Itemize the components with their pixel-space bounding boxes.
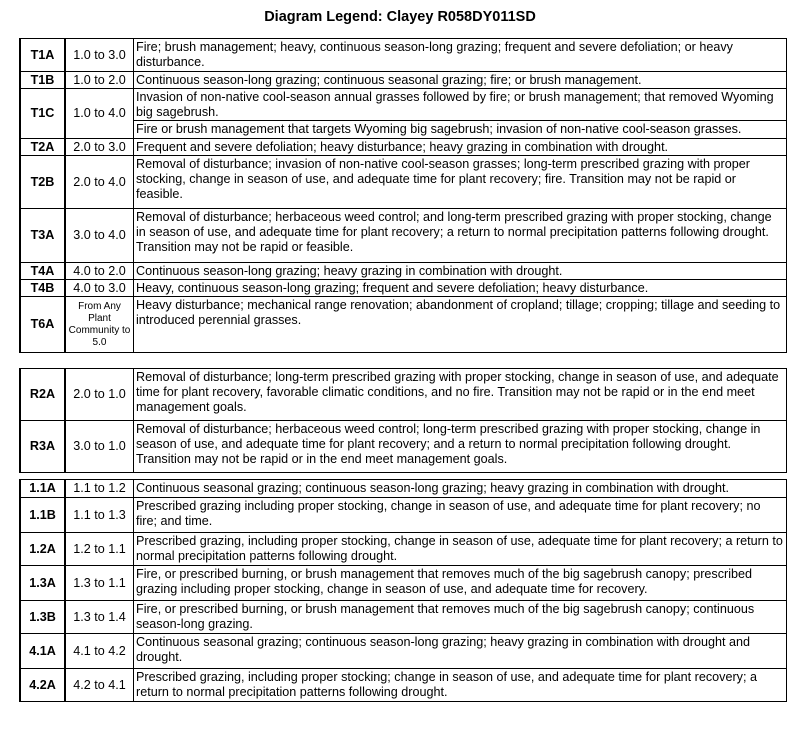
transition-range: 2.0 to 4.0 xyxy=(65,156,134,209)
transition-code: T1A xyxy=(20,39,65,72)
transition-range: 2.0 to 1.0 xyxy=(65,369,134,421)
transitions-table xyxy=(19,38,787,353)
transition-description: Removal of disturbance; invasion of non-native cool-season grasses; long-term prescribed grazing with proper stocking, change in season of use, and adequate time for plant recovery; fire. Transition may not be rapid or feasible. xyxy=(134,156,787,209)
legend-row xyxy=(20,566,787,601)
legend-row xyxy=(20,498,787,533)
transition-code: T2A xyxy=(20,139,65,156)
legend-row xyxy=(20,263,787,280)
transition-description: Fire, or prescribed burning, or brush management that removes much of the big sagebrush canopy; continuous season-long grazing. xyxy=(134,601,787,634)
legend-row xyxy=(20,72,787,89)
transition-description: Heavy, continuous season-long grazing; frequent and severe defoliation; heavy disturbance. xyxy=(134,280,787,297)
legend-row xyxy=(20,139,787,156)
transition-range: 1.3 to 1.1 xyxy=(65,566,134,601)
transition-code: R2A xyxy=(20,369,65,421)
transition-code: 1.1B xyxy=(20,498,65,533)
transition-description: Invasion of non-native cool-season annual grasses followed by fire; or brush management; that removed Wyoming big sagebrush. xyxy=(134,89,787,121)
legend-row xyxy=(20,209,787,263)
transition-range: 3.0 to 1.0 xyxy=(65,421,134,473)
transition-code: T3A xyxy=(20,209,65,263)
transition-range: 1.3 to 1.4 xyxy=(65,601,134,634)
community-pathways-table xyxy=(19,479,787,702)
legend-row xyxy=(20,297,787,353)
transition-description: Fire or brush management that targets Wyoming big sagebrush; invasion of non-native cool-season grasses. xyxy=(134,121,787,139)
transition-code: 4.1A xyxy=(20,634,65,669)
transition-range: From Any Plant Community to 5.0 xyxy=(65,297,134,353)
transition-range: 1.1 to 1.2 xyxy=(65,480,134,498)
transition-code: T2B xyxy=(20,156,65,209)
transition-code: T1C xyxy=(20,89,65,139)
transition-description: Continuous season-long grazing; heavy grazing in combination with drought. xyxy=(134,263,787,280)
transition-description: Continuous seasonal grazing; continuous season-long grazing; heavy grazing in combination with drought. xyxy=(134,480,787,498)
transition-code: T4A xyxy=(20,263,65,280)
transition-code: T6A xyxy=(20,297,65,353)
legend-title: Diagram Legend: Clayey R058DY011SD xyxy=(264,9,536,25)
transition-range: 3.0 to 4.0 xyxy=(65,209,134,263)
transition-description: Heavy disturbance; mechanical range renovation; abandonment of cropland; tillage; cropping; tillage and seeding to introduced perennial grasses. xyxy=(134,297,787,353)
legend-row xyxy=(20,280,787,297)
transition-description: Continuous seasonal grazing; continuous season-long grazing; heavy grazing in combination with drought and drought. xyxy=(134,634,787,669)
transition-description: Removal of disturbance; herbaceous weed control; long-term prescribed grazing with proper stocking, change in season of use, and adequate time for plant recovery; and a return to normal precipitation following drought. Transition may not be rapid or in the end meet management goals. xyxy=(134,421,787,473)
transition-description: Prescribed grazing including proper stocking, change in season of use, and adequate time for plant recovery; no fire; and time. xyxy=(134,498,787,533)
transition-code: 1.2A xyxy=(20,533,65,566)
legend-row xyxy=(20,480,787,498)
legend-row xyxy=(20,533,787,566)
transition-range: 1.0 to 3.0 xyxy=(65,39,134,72)
transition-range: 2.0 to 3.0 xyxy=(65,139,134,156)
transition-code: 1.3A xyxy=(20,566,65,601)
transition-range: 4.1 to 4.2 xyxy=(65,634,134,669)
transition-range: 1.0 to 4.0 xyxy=(65,89,134,139)
legend-row xyxy=(20,634,787,669)
transition-description: Removal of disturbance; herbaceous weed control; and long-term prescribed grazing with proper stocking, change in season of use, and adequate time for plant recovery; a return to normal precipitation patterns following drought. Transition may not be rapid or feasible. xyxy=(134,209,787,263)
transition-range: 4.2 to 4.1 xyxy=(65,669,134,702)
transition-range: 1.2 to 1.1 xyxy=(65,533,134,566)
legend-row xyxy=(20,669,787,702)
transition-description: Removal of disturbance; long-term prescribed grazing with proper stocking, change in season of use, and adequate time for plant recovery, favorable climatic conditions, and no fire. Transition may not be rapid or in the end meet management goals. xyxy=(134,369,787,421)
transition-description: Frequent and severe defoliation; heavy disturbance; heavy grazing in combination with drought. xyxy=(134,139,787,156)
transition-description: Fire, or prescribed burning, or brush management that removes much of the big sagebrush canopy; prescribed grazing including proper stocking, change in season of use, and adequate time for recovery. xyxy=(134,566,787,601)
transition-code: T1B xyxy=(20,72,65,89)
legend-row xyxy=(20,156,787,209)
transition-range: 4.0 to 2.0 xyxy=(65,263,134,280)
transition-code: 1.3B xyxy=(20,601,65,634)
transition-description: Continuous season-long grazing; continuous seasonal grazing; fire; or brush management. xyxy=(134,72,787,89)
transition-code: 1.1A xyxy=(20,480,65,498)
transition-description: Prescribed grazing, including proper stocking; change in season of use, and adequate time for plant recovery; a return to normal precipitation patterns following drought. xyxy=(134,669,787,702)
transition-description: Fire; brush management; heavy, continuous season-long grazing; frequent and severe defoliation; or heavy disturbance. xyxy=(134,39,787,72)
transition-range: 4.0 to 3.0 xyxy=(65,280,134,297)
transition-code: T4B xyxy=(20,280,65,297)
legend-row xyxy=(20,369,787,421)
legend-row xyxy=(20,601,787,634)
transition-code: 4.2A xyxy=(20,669,65,702)
transition-description: Prescribed grazing, including proper stocking, change in season of use, adequate time for plant recovery; a return to normal precipitation patterns following drought. xyxy=(134,533,787,566)
transition-range: 1.1 to 1.3 xyxy=(65,498,134,533)
restorations-table xyxy=(19,368,787,473)
legend-row xyxy=(20,121,787,139)
legend-row xyxy=(20,89,787,121)
legend-row xyxy=(20,39,787,72)
transition-code: R3A xyxy=(20,421,65,473)
transition-range: 1.0 to 2.0 xyxy=(65,72,134,89)
legend-row xyxy=(20,421,787,473)
